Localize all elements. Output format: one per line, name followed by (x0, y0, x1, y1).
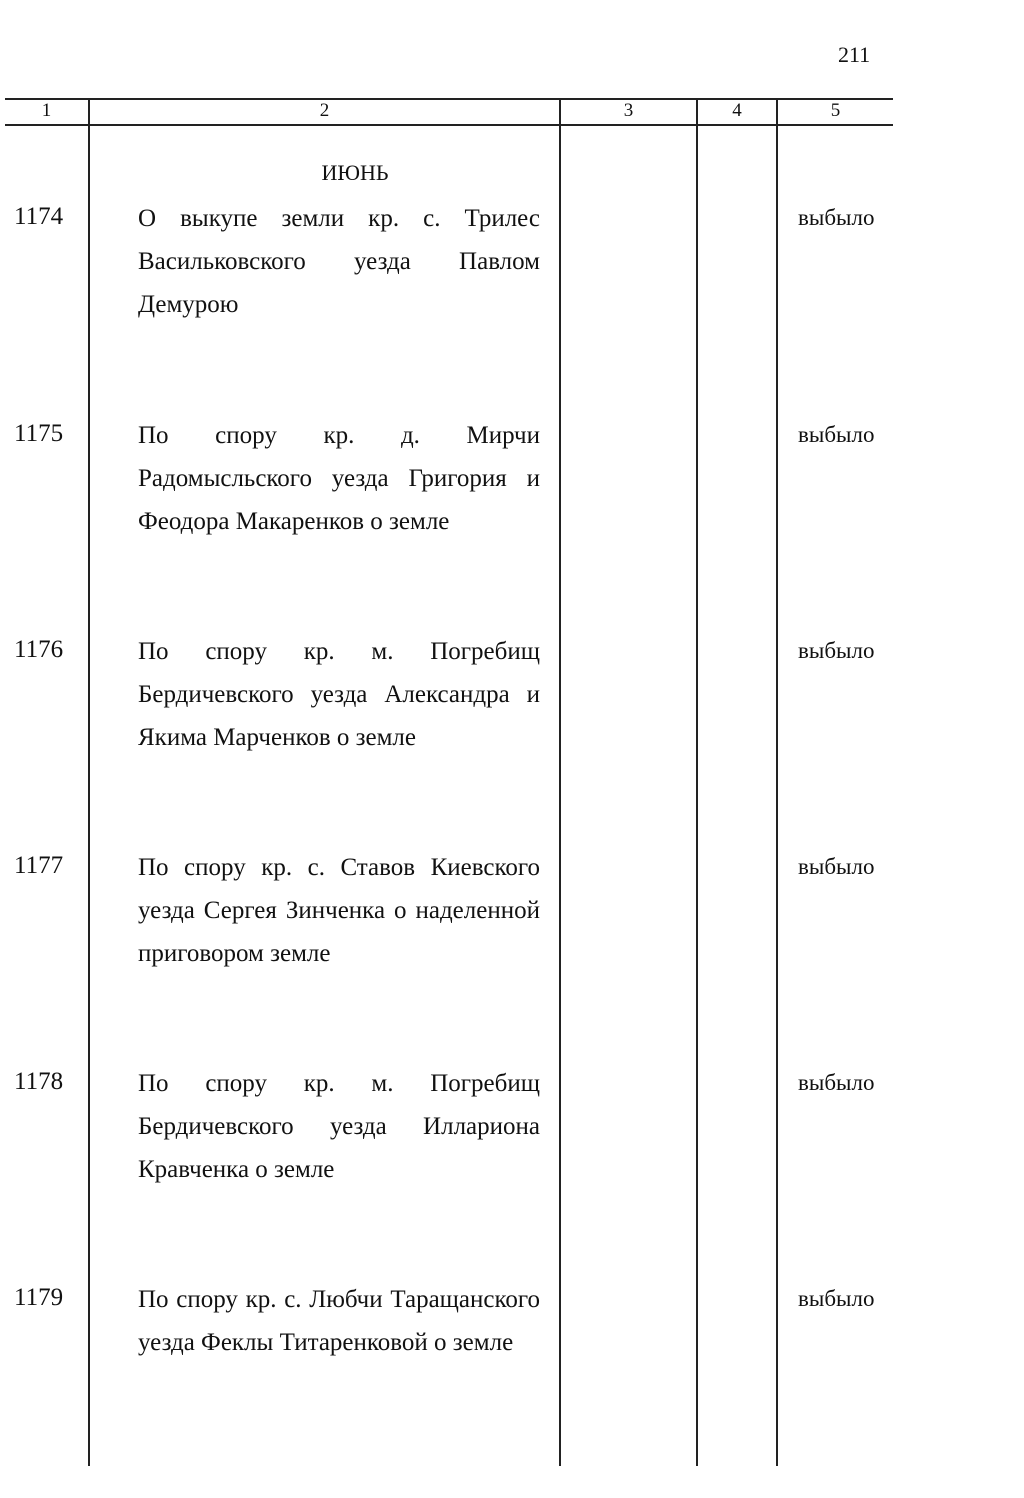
column-divider-3 (696, 98, 698, 1466)
column-header-5: 5 (830, 100, 841, 121)
header-bottom-rule (5, 124, 893, 126)
row-description: О выкупе земли кр. с. Трилес Васильковского уезда Павлом Демурою (138, 205, 540, 318)
row-number: 1176 (14, 636, 64, 663)
row-status: выбыло (798, 854, 875, 879)
row-number: 1177 (14, 852, 64, 879)
row-description: По спору кр. м. Погребищ Бердичевского уезда Иллариона Кравченка о земле (138, 1070, 540, 1183)
column-header-2: 2 (319, 100, 330, 121)
column-header-1: 1 (41, 100, 52, 121)
row-description: По спору кр. д. Мирчи Радомысльского уезда Григория и Феодора Макаренков о земле (138, 422, 540, 535)
row-status: выбыло (798, 1070, 875, 1095)
row-description: По спору кр. с. Ставов Киевского уезда Сергея Зинченка о наделенной приговором земле (138, 854, 540, 967)
column-divider-1 (88, 98, 90, 1466)
row-status: выбыло (798, 422, 875, 447)
row-status: выбыло (798, 205, 875, 230)
row-number: 1178 (14, 1068, 64, 1095)
row-number: 1179 (14, 1284, 64, 1311)
row-status: выбыло (798, 1286, 875, 1311)
row-number: 1174 (14, 203, 64, 230)
row-status: выбыло (798, 638, 875, 663)
column-header-4: 4 (732, 100, 742, 121)
row-number: 1175 (14, 420, 64, 447)
row-description: По спору кр. с. Любчи Таращанского уезда Феклы Титаренковой о земле (138, 1286, 540, 1356)
column-divider-2 (559, 98, 561, 1466)
row-description: По спору кр. м. Погребищ Бердичевского уезда Александра и Якима Марченков о земле (138, 638, 540, 751)
month-heading: ИЮНЬ (321, 160, 389, 185)
column-divider-4 (776, 98, 778, 1466)
column-header-3: 3 (623, 100, 634, 121)
page-number: 211 (838, 42, 871, 67)
